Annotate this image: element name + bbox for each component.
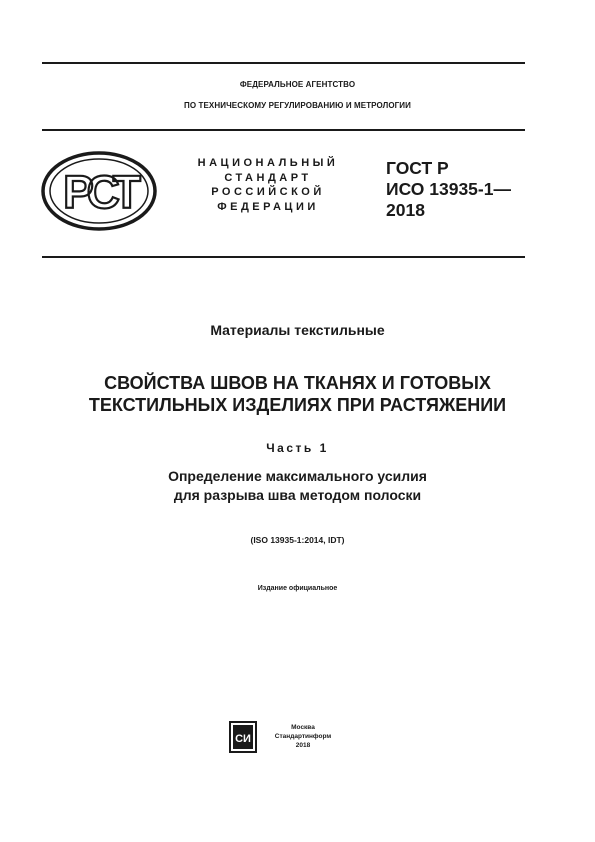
designation-line-2: ИСО 13935-1— — [386, 179, 511, 199]
publisher-logo-text: СИ — [235, 733, 251, 745]
publisher-info — [268, 723, 338, 750]
designation-rule — [42, 256, 525, 258]
logo-text: РСТ — [63, 166, 135, 218]
standard-type-line-1: НАЦИОНАЛЬНЫЙ — [197, 157, 339, 169]
agency-name-line-2: ПО ТЕХНИЧЕСКОМУ РЕГУЛИРОВАНИЮ И МЕТРОЛОГИИ — [183, 101, 412, 110]
document-subtitle — [0, 467, 595, 505]
document-subject: Материалы текстильные — [210, 322, 385, 338]
designation-line-1: ГОСТ Р — [386, 158, 449, 178]
document-subtitle-line-1: Определение максимального усилия — [168, 468, 427, 484]
standartinform-logo-icon — [229, 721, 257, 753]
standard-designation — [386, 158, 536, 221]
document-title-line-2: ТЕКСТИЛЬНЫХ ИЗДЕЛИЯХ ПРИ РАСТЯЖЕНИИ — [88, 395, 507, 415]
designation-line-3: 2018 — [386, 200, 425, 220]
top-rule — [42, 62, 525, 64]
iso-reference: (ISO 13935-1:2014, IDT) — [250, 535, 345, 545]
publisher-year: 2018 — [295, 742, 311, 749]
agency-name-line-1: ФЕДЕРАЛЬНОЕ АГЕНТСТВО — [239, 80, 356, 89]
part-number: Часть 1 — [266, 441, 329, 455]
document-subtitle-line-2: для разрыва шва методом полоски — [173, 487, 422, 503]
edition-note: Издание официальное — [257, 585, 338, 592]
header-rule — [42, 129, 525, 131]
rst-certification-mark-icon — [40, 150, 158, 232]
standard-type-line-3: РОССИЙСКОЙ — [211, 186, 325, 198]
standard-type — [185, 156, 351, 214]
document-title-line-1: СВОЙСТВА ШВОВ НА ТКАНЯХ И ГОТОВЫХ — [104, 373, 491, 393]
publisher-name: Стандартинформ — [274, 733, 332, 740]
standard-type-line-4: ФЕДЕРАЦИИ — [217, 200, 319, 213]
publisher-city: Москва — [291, 724, 315, 731]
standard-type-line-2: СТАНДАРТ — [224, 171, 312, 184]
document-title — [0, 372, 595, 416]
